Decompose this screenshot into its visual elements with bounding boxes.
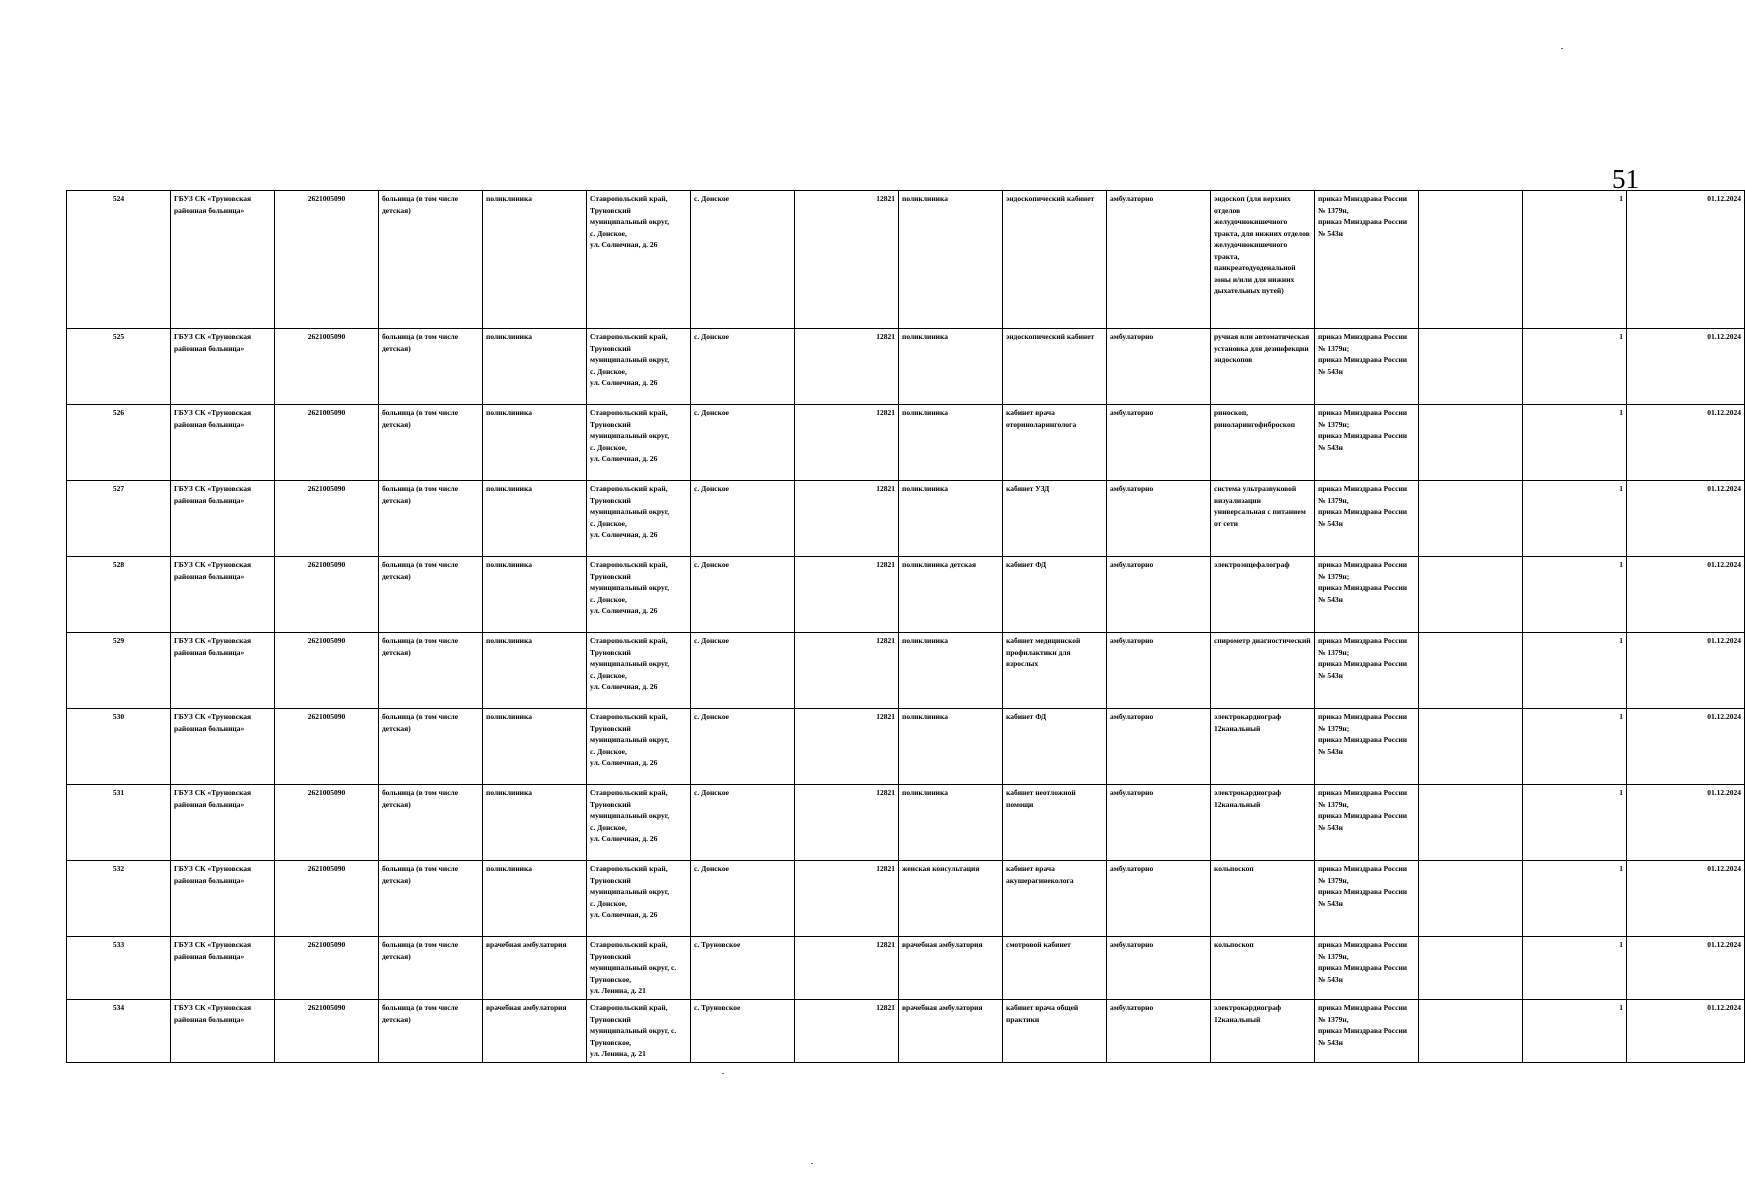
date-cell: 01.12.2024 bbox=[1627, 557, 1745, 633]
regulation-line: приказ Минздрава России № 543н bbox=[1318, 217, 1408, 238]
quantity-cell: 1 bbox=[1523, 329, 1627, 405]
note-cell bbox=[1419, 405, 1523, 481]
address-line: ул. Солнечная, д. 26 bbox=[590, 758, 658, 767]
locality-cell: с. Донское bbox=[691, 191, 795, 329]
date-cell: 01.12.2024 bbox=[1627, 1000, 1745, 1063]
unit-cell: поликлиника bbox=[483, 861, 587, 937]
address-line: ул. Солнечная, д. 26 bbox=[590, 240, 658, 249]
address-cell bbox=[587, 481, 691, 557]
room-cell: кабинет ФД bbox=[1003, 709, 1107, 785]
note-cell bbox=[1419, 861, 1523, 937]
organization-type-cell: больница (в том числе детская) bbox=[379, 405, 483, 481]
care-conditions-cell: амбулаторно bbox=[1107, 937, 1211, 1000]
address-line: Труновское, bbox=[590, 1037, 632, 1047]
unit-cell: поликлиника bbox=[483, 633, 587, 709]
address-line: Ставропольский край, bbox=[590, 1003, 668, 1012]
address-line: Ставропольский край, bbox=[590, 194, 668, 203]
address-line: ул. Солнечная, д. 26 bbox=[590, 530, 658, 539]
table-row bbox=[67, 191, 1745, 329]
regulation-line: приказ Минздрава России № 1379н; bbox=[1318, 408, 1408, 429]
regulation-line: приказ Минздрава России № 543н bbox=[1318, 735, 1408, 756]
address-line: Труновский bbox=[590, 343, 631, 353]
page-number: 51 bbox=[1612, 164, 1639, 194]
locality-cell: с. Донское bbox=[691, 633, 795, 709]
subdivision-cell: врачебная амбулатория bbox=[899, 937, 1003, 1000]
date-cell: 01.12.2024 bbox=[1627, 861, 1745, 937]
code-cell: 12821 bbox=[795, 633, 899, 709]
address-line: ул. Ленина, д. 21 bbox=[590, 1049, 646, 1058]
unit-cell: поликлиника bbox=[483, 481, 587, 557]
subdivision-cell: поликлиника bbox=[899, 405, 1003, 481]
note-cell bbox=[1419, 481, 1523, 557]
address-cell bbox=[587, 937, 691, 1000]
code-cell: 12821 bbox=[795, 329, 899, 405]
regulation-line: приказ Минздрава России № 543н bbox=[1318, 1026, 1408, 1047]
locality-cell: с. Донское bbox=[691, 709, 795, 785]
locality-cell: с. Труновское bbox=[691, 937, 795, 1000]
organization-cell: ГБУЗ СК «Труновская районная больница» bbox=[171, 405, 275, 481]
date-cell: 01.12.2024 bbox=[1627, 481, 1745, 557]
address-line: Труновский bbox=[590, 875, 631, 885]
unit-cell: поликлиника bbox=[483, 709, 587, 785]
address-line: с. Донское, bbox=[590, 898, 627, 908]
inn-cell: 2621005090 bbox=[275, 785, 379, 861]
address-line: Ставропольский край, bbox=[590, 484, 668, 493]
room-cell: кабинет врача оториноларинголога bbox=[1003, 405, 1107, 481]
equipment-cell: кольпоскоп bbox=[1211, 861, 1315, 937]
inn-cell: 2621005090 bbox=[275, 861, 379, 937]
regulation-line: приказ Минздрава России № 1379н, bbox=[1318, 1003, 1408, 1024]
address-cell bbox=[587, 191, 691, 329]
equipment-cell: электрокардиограф 12канальный bbox=[1211, 709, 1315, 785]
locality-cell: с. Донское bbox=[691, 785, 795, 861]
care-conditions-cell: амбулаторно bbox=[1107, 405, 1211, 481]
quantity-cell: 1 bbox=[1523, 861, 1627, 937]
regulation-line: приказ Минздрава России № 1379н, bbox=[1318, 788, 1408, 809]
code-cell: 12821 bbox=[795, 557, 899, 633]
address-line: Ставропольский край, bbox=[590, 560, 668, 569]
address-line: муниципальный округ, bbox=[590, 583, 670, 592]
unit-cell: врачебная амбулатория bbox=[483, 1000, 587, 1063]
quantity-cell: 1 bbox=[1523, 557, 1627, 633]
equipment-cell: электроэнцефалограф bbox=[1211, 557, 1315, 633]
organization-type-cell: больница (в том числе детская) bbox=[379, 633, 483, 709]
code-cell: 12821 bbox=[795, 191, 899, 329]
regulations-cell bbox=[1315, 481, 1419, 557]
regulation-line: приказ Минздрава России № 543н bbox=[1318, 811, 1408, 832]
regulation-line: приказ Минздрава России № 1379н, bbox=[1318, 484, 1408, 505]
address-line: Ставропольский край, bbox=[590, 408, 668, 417]
inn-cell: 2621005090 bbox=[275, 633, 379, 709]
address-line: Труновский bbox=[590, 799, 631, 809]
subdivision-cell: женская консультация bbox=[899, 861, 1003, 937]
subdivision-cell: поликлиника bbox=[899, 785, 1003, 861]
quantity-cell: 1 bbox=[1523, 937, 1627, 1000]
address-line: с. Донское, bbox=[590, 594, 627, 604]
organization-cell: ГБУЗ СК «Труновская районная больница» bbox=[171, 785, 275, 861]
address-line: муниципальный округ, bbox=[590, 217, 670, 226]
quantity-cell: 1 bbox=[1523, 709, 1627, 785]
address-line: с. Донское, bbox=[590, 822, 627, 832]
regulation-line: приказ Минздрава России № 1379н; bbox=[1318, 712, 1408, 733]
organization-type-cell: больница (в том числе детская) bbox=[379, 785, 483, 861]
room-cell: кабинет УЗД bbox=[1003, 481, 1107, 557]
regulation-line: приказ Минздрава России № 543н bbox=[1318, 963, 1408, 984]
address-line: ул. Ленина, д. 21 bbox=[590, 986, 646, 995]
address-line: ул. Солнечная, д. 26 bbox=[590, 834, 658, 843]
regulations-cell bbox=[1315, 405, 1419, 481]
organization-cell: ГБУЗ СК «Труновская районная больница» bbox=[171, 191, 275, 329]
row-number-cell: 528 bbox=[67, 557, 171, 633]
quantity-cell: 1 bbox=[1523, 481, 1627, 557]
room-cell: эндоскопический кабинет bbox=[1003, 329, 1107, 405]
address-line: с. Донское, bbox=[590, 670, 627, 680]
regulation-line: приказ Минздрава России № 1379н, bbox=[1318, 194, 1408, 215]
row-number-cell: 533 bbox=[67, 937, 171, 1000]
organization-cell: ГБУЗ СК «Труновская районная больница» bbox=[171, 861, 275, 937]
care-conditions-cell: амбулаторно bbox=[1107, 481, 1211, 557]
address-line: Ставропольский край, bbox=[590, 864, 668, 873]
organization-cell: ГБУЗ СК «Труновская районная больница» bbox=[171, 481, 275, 557]
care-conditions-cell: амбулаторно bbox=[1107, 329, 1211, 405]
address-line: муниципальный округ, bbox=[590, 735, 670, 744]
locality-cell: с. Донское bbox=[691, 481, 795, 557]
organization-type-cell: больница (в том числе детская) bbox=[379, 937, 483, 1000]
table-row bbox=[67, 1000, 1745, 1063]
code-cell: 12821 bbox=[795, 709, 899, 785]
regulation-line: приказ Минздрава России № 543н bbox=[1318, 659, 1408, 680]
locality-cell: с. Труновское bbox=[691, 1000, 795, 1063]
address-line: ул. Солнечная, д. 26 bbox=[590, 454, 658, 463]
organization-type-cell: больница (в том числе детская) bbox=[379, 557, 483, 633]
equipment-cell: риноскоп, риноларингофиброскоп bbox=[1211, 405, 1315, 481]
equipment-cell: ручная или автоматическая установка для дезинфекции эндоскопов bbox=[1211, 329, 1315, 405]
organization-cell: ГБУЗ СК «Труновская районная больница» bbox=[171, 937, 275, 1000]
date-cell: 01.12.2024 bbox=[1627, 633, 1745, 709]
table-row bbox=[67, 481, 1745, 557]
code-cell: 12821 bbox=[795, 861, 899, 937]
address-line: Труновский bbox=[590, 205, 631, 215]
address-cell bbox=[587, 861, 691, 937]
unit-cell: поликлиника bbox=[483, 557, 587, 633]
table-row bbox=[67, 937, 1745, 1000]
table-row bbox=[67, 709, 1745, 785]
regulation-line: приказ Минздрава России № 1379н, bbox=[1318, 864, 1408, 885]
quantity-cell: 1 bbox=[1523, 1000, 1627, 1063]
regulations-cell bbox=[1315, 557, 1419, 633]
row-number-cell: 527 bbox=[67, 481, 171, 557]
quantity-cell: 1 bbox=[1523, 191, 1627, 329]
row-number-cell: 530 bbox=[67, 709, 171, 785]
regulation-line: приказ Минздрава России № 1379н; bbox=[1318, 332, 1408, 353]
note-cell bbox=[1419, 937, 1523, 1000]
quantity-cell: 1 bbox=[1523, 633, 1627, 709]
care-conditions-cell: амбулаторно bbox=[1107, 191, 1211, 329]
code-cell: 12821 bbox=[795, 405, 899, 481]
room-cell: кабинет медицинской профилактики для взрослых bbox=[1003, 633, 1107, 709]
address-line: Труновский bbox=[590, 951, 631, 961]
room-cell: смотровой кабинет bbox=[1003, 937, 1107, 1000]
regulations-cell bbox=[1315, 861, 1419, 937]
quantity-cell: 1 bbox=[1523, 785, 1627, 861]
organization-type-cell: больница (в том числе детская) bbox=[379, 481, 483, 557]
table-body bbox=[67, 191, 1745, 1063]
room-cell: кабинет врача общей практики bbox=[1003, 1000, 1107, 1063]
inn-cell: 2621005090 bbox=[275, 557, 379, 633]
address-line: с. Донское, bbox=[590, 746, 627, 756]
address-line: муниципальный округ, bbox=[590, 659, 670, 668]
row-number-cell: 531 bbox=[67, 785, 171, 861]
locality-cell: с. Донское bbox=[691, 861, 795, 937]
row-number-cell: 534 bbox=[67, 1000, 171, 1063]
unit-cell: поликлиника bbox=[483, 191, 587, 329]
regulations-cell bbox=[1315, 709, 1419, 785]
address-line: муниципальный округ, bbox=[590, 431, 670, 440]
address-cell bbox=[587, 1000, 691, 1063]
room-cell: кабинет неотложной помощи bbox=[1003, 785, 1107, 861]
care-conditions-cell: амбулаторно bbox=[1107, 709, 1211, 785]
care-conditions-cell: амбулаторно bbox=[1107, 633, 1211, 709]
locality-cell: с. Донское bbox=[691, 557, 795, 633]
regulation-line: приказ Минздрава России № 543н bbox=[1318, 887, 1408, 908]
inn-cell: 2621005090 bbox=[275, 191, 379, 329]
address-line: Труновский bbox=[590, 723, 631, 733]
care-conditions-cell: амбулаторно bbox=[1107, 1000, 1211, 1063]
subdivision-cell: поликлиника bbox=[899, 633, 1003, 709]
subdivision-cell: поликлиника bbox=[899, 709, 1003, 785]
regulation-line: приказ Минздрава России № 1379н; bbox=[1318, 636, 1408, 657]
room-cell: кабинет врача акушерагинеколога bbox=[1003, 861, 1107, 937]
subdivision-cell: поликлиника bbox=[899, 481, 1003, 557]
address-line: муниципальный округ, bbox=[590, 887, 670, 896]
unit-cell: врачебная амбулатория bbox=[483, 937, 587, 1000]
table-row bbox=[67, 405, 1745, 481]
row-number-cell: 526 bbox=[67, 405, 171, 481]
code-cell: 12821 bbox=[795, 937, 899, 1000]
subdivision-cell: поликлиника bbox=[899, 191, 1003, 329]
note-cell bbox=[1419, 191, 1523, 329]
equipment-cell: спирометр диагностический bbox=[1211, 633, 1315, 709]
date-cell: 01.12.2024 bbox=[1627, 937, 1745, 1000]
locality-cell: с. Донское bbox=[691, 329, 795, 405]
address-cell bbox=[587, 785, 691, 861]
regulations-cell bbox=[1315, 1000, 1419, 1063]
address-cell bbox=[587, 405, 691, 481]
row-number-cell: 529 bbox=[67, 633, 171, 709]
organization-cell: ГБУЗ СК «Труновская районная больница» bbox=[171, 633, 275, 709]
care-conditions-cell: амбулаторно bbox=[1107, 785, 1211, 861]
address-line: муниципальный округ, bbox=[590, 811, 670, 820]
equipment-register-table bbox=[66, 190, 1745, 1063]
address-cell bbox=[587, 557, 691, 633]
regulation-line: приказ Минздрава России № 1379н; bbox=[1318, 560, 1408, 581]
table-row bbox=[67, 557, 1745, 633]
organization-cell: ГБУЗ СК «Труновская районная больница» bbox=[171, 1000, 275, 1063]
equipment-cell: эндоскоп (для верхних отделов желудочнокишечного тракта, для нижних отделов желудочнокишечного тракта, панкреатодуоденальной зоны и/или для нижних дыхательных путей) bbox=[1211, 191, 1315, 329]
address-line: ул. Солнечная, д. 26 bbox=[590, 682, 658, 691]
organization-type-cell: больница (в том числе детская) bbox=[379, 709, 483, 785]
address-line: с. Донское, bbox=[590, 518, 627, 528]
date-cell: 01.12.2024 bbox=[1627, 405, 1745, 481]
regulations-cell bbox=[1315, 191, 1419, 329]
address-line: Ставропольский край, bbox=[590, 636, 668, 645]
inn-cell: 2621005090 bbox=[275, 329, 379, 405]
equipment-cell: электрокардиограф 12канальный bbox=[1211, 785, 1315, 861]
address-line: ул. Солнечная, д. 26 bbox=[590, 606, 658, 615]
unit-cell: поликлиника bbox=[483, 329, 587, 405]
note-cell bbox=[1419, 633, 1523, 709]
regulations-cell bbox=[1315, 937, 1419, 1000]
regulation-line: приказ Минздрава России № 543н bbox=[1318, 507, 1408, 528]
subdivision-cell: поликлиника bbox=[899, 329, 1003, 405]
subdivision-cell: поликлиника детская bbox=[899, 557, 1003, 633]
address-line: Ставропольский край, bbox=[590, 712, 668, 721]
inn-cell: 2621005090 bbox=[275, 937, 379, 1000]
date-cell: 01.12.2024 bbox=[1627, 191, 1745, 329]
equipment-cell: кольпоскоп bbox=[1211, 937, 1315, 1000]
regulation-line: приказ Минздрава России № 543н bbox=[1318, 583, 1408, 604]
regulation-line: приказ Минздрава России № 1379н, bbox=[1318, 940, 1408, 961]
date-cell: 01.12.2024 bbox=[1627, 709, 1745, 785]
organization-type-cell: больница (в том числе детская) bbox=[379, 1000, 483, 1063]
row-number-cell: 525 bbox=[67, 329, 171, 405]
code-cell: 12821 bbox=[795, 481, 899, 557]
organization-type-cell: больница (в том числе детская) bbox=[379, 329, 483, 405]
note-cell bbox=[1419, 785, 1523, 861]
table-row bbox=[67, 633, 1745, 709]
row-number-cell: 532 bbox=[67, 861, 171, 937]
address-line: Труновский bbox=[590, 419, 631, 429]
address-line: Труновский bbox=[590, 647, 631, 657]
address-line: ул. Солнечная, д. 26 bbox=[590, 910, 658, 919]
address-line: Ставропольский край, bbox=[590, 940, 668, 949]
address-line: Ставропольский край, bbox=[590, 788, 668, 797]
date-cell: 01.12.2024 bbox=[1627, 329, 1745, 405]
address-cell bbox=[587, 329, 691, 405]
care-conditions-cell: амбулаторно bbox=[1107, 557, 1211, 633]
organization-cell: ГБУЗ СК «Труновская районная больница» bbox=[171, 557, 275, 633]
care-conditions-cell: амбулаторно bbox=[1107, 861, 1211, 937]
table-row bbox=[67, 785, 1745, 861]
organization-cell: ГБУЗ СК «Труновская районная больница» bbox=[171, 709, 275, 785]
table-row bbox=[67, 861, 1745, 937]
note-cell bbox=[1419, 329, 1523, 405]
inn-cell: 2621005090 bbox=[275, 481, 379, 557]
address-line: муниципальный округ, с. bbox=[590, 1026, 677, 1035]
code-cell: 12821 bbox=[795, 785, 899, 861]
regulations-cell bbox=[1315, 329, 1419, 405]
subdivision-cell: врачебная амбулатория bbox=[899, 1000, 1003, 1063]
address-cell bbox=[587, 633, 691, 709]
address-line: муниципальный округ, с. bbox=[590, 963, 677, 972]
address-line: муниципальный округ, bbox=[590, 507, 670, 516]
organization-type-cell: больница (в том числе детская) bbox=[379, 191, 483, 329]
date-cell: 01.12.2024 bbox=[1627, 785, 1745, 861]
unit-cell: поликлиника bbox=[483, 405, 587, 481]
room-cell: кабинет ФД bbox=[1003, 557, 1107, 633]
address-line: ул. Солнечная, д. 26 bbox=[590, 378, 658, 387]
organization-cell: ГБУЗ СК «Труновская районная больница» bbox=[171, 329, 275, 405]
regulations-cell bbox=[1315, 633, 1419, 709]
address-line: Труновский bbox=[590, 1014, 631, 1024]
table-row bbox=[67, 329, 1745, 405]
inn-cell: 2621005090 bbox=[275, 709, 379, 785]
unit-cell: поликлиника bbox=[483, 785, 587, 861]
inn-cell: 2621005090 bbox=[275, 405, 379, 481]
equipment-cell: система ультразвуковой визуализации универсальная с питанием от сети bbox=[1211, 481, 1315, 557]
address-line: Труновское, bbox=[590, 974, 632, 984]
address-line: с. Донское, bbox=[590, 442, 627, 452]
regulation-line: приказ Минздрава России № 543н bbox=[1318, 355, 1408, 376]
quantity-cell: 1 bbox=[1523, 405, 1627, 481]
code-cell: 12821 bbox=[795, 1000, 899, 1063]
address-line: Ставропольский край, bbox=[590, 332, 668, 341]
row-number-cell: 524 bbox=[67, 191, 171, 329]
address-line: Труновский bbox=[590, 571, 631, 581]
address-line: с. Донское, bbox=[590, 366, 627, 376]
note-cell bbox=[1419, 1000, 1523, 1063]
room-cell: эндоскопический кабинет bbox=[1003, 191, 1107, 329]
address-line: с. Донское, bbox=[590, 228, 627, 238]
note-cell bbox=[1419, 709, 1523, 785]
organization-type-cell: больница (в том числе детская) bbox=[379, 861, 483, 937]
locality-cell: с. Донское bbox=[691, 405, 795, 481]
equipment-cell: электрокардиограф 12канальный bbox=[1211, 1000, 1315, 1063]
note-cell bbox=[1419, 557, 1523, 633]
inn-cell: 2621005090 bbox=[275, 1000, 379, 1063]
regulation-line: приказ Минздрава России № 543н bbox=[1318, 431, 1408, 452]
address-line: Труновский bbox=[590, 495, 631, 505]
regulations-cell bbox=[1315, 785, 1419, 861]
address-cell bbox=[587, 709, 691, 785]
address-line: муниципальный округ, bbox=[590, 355, 670, 364]
